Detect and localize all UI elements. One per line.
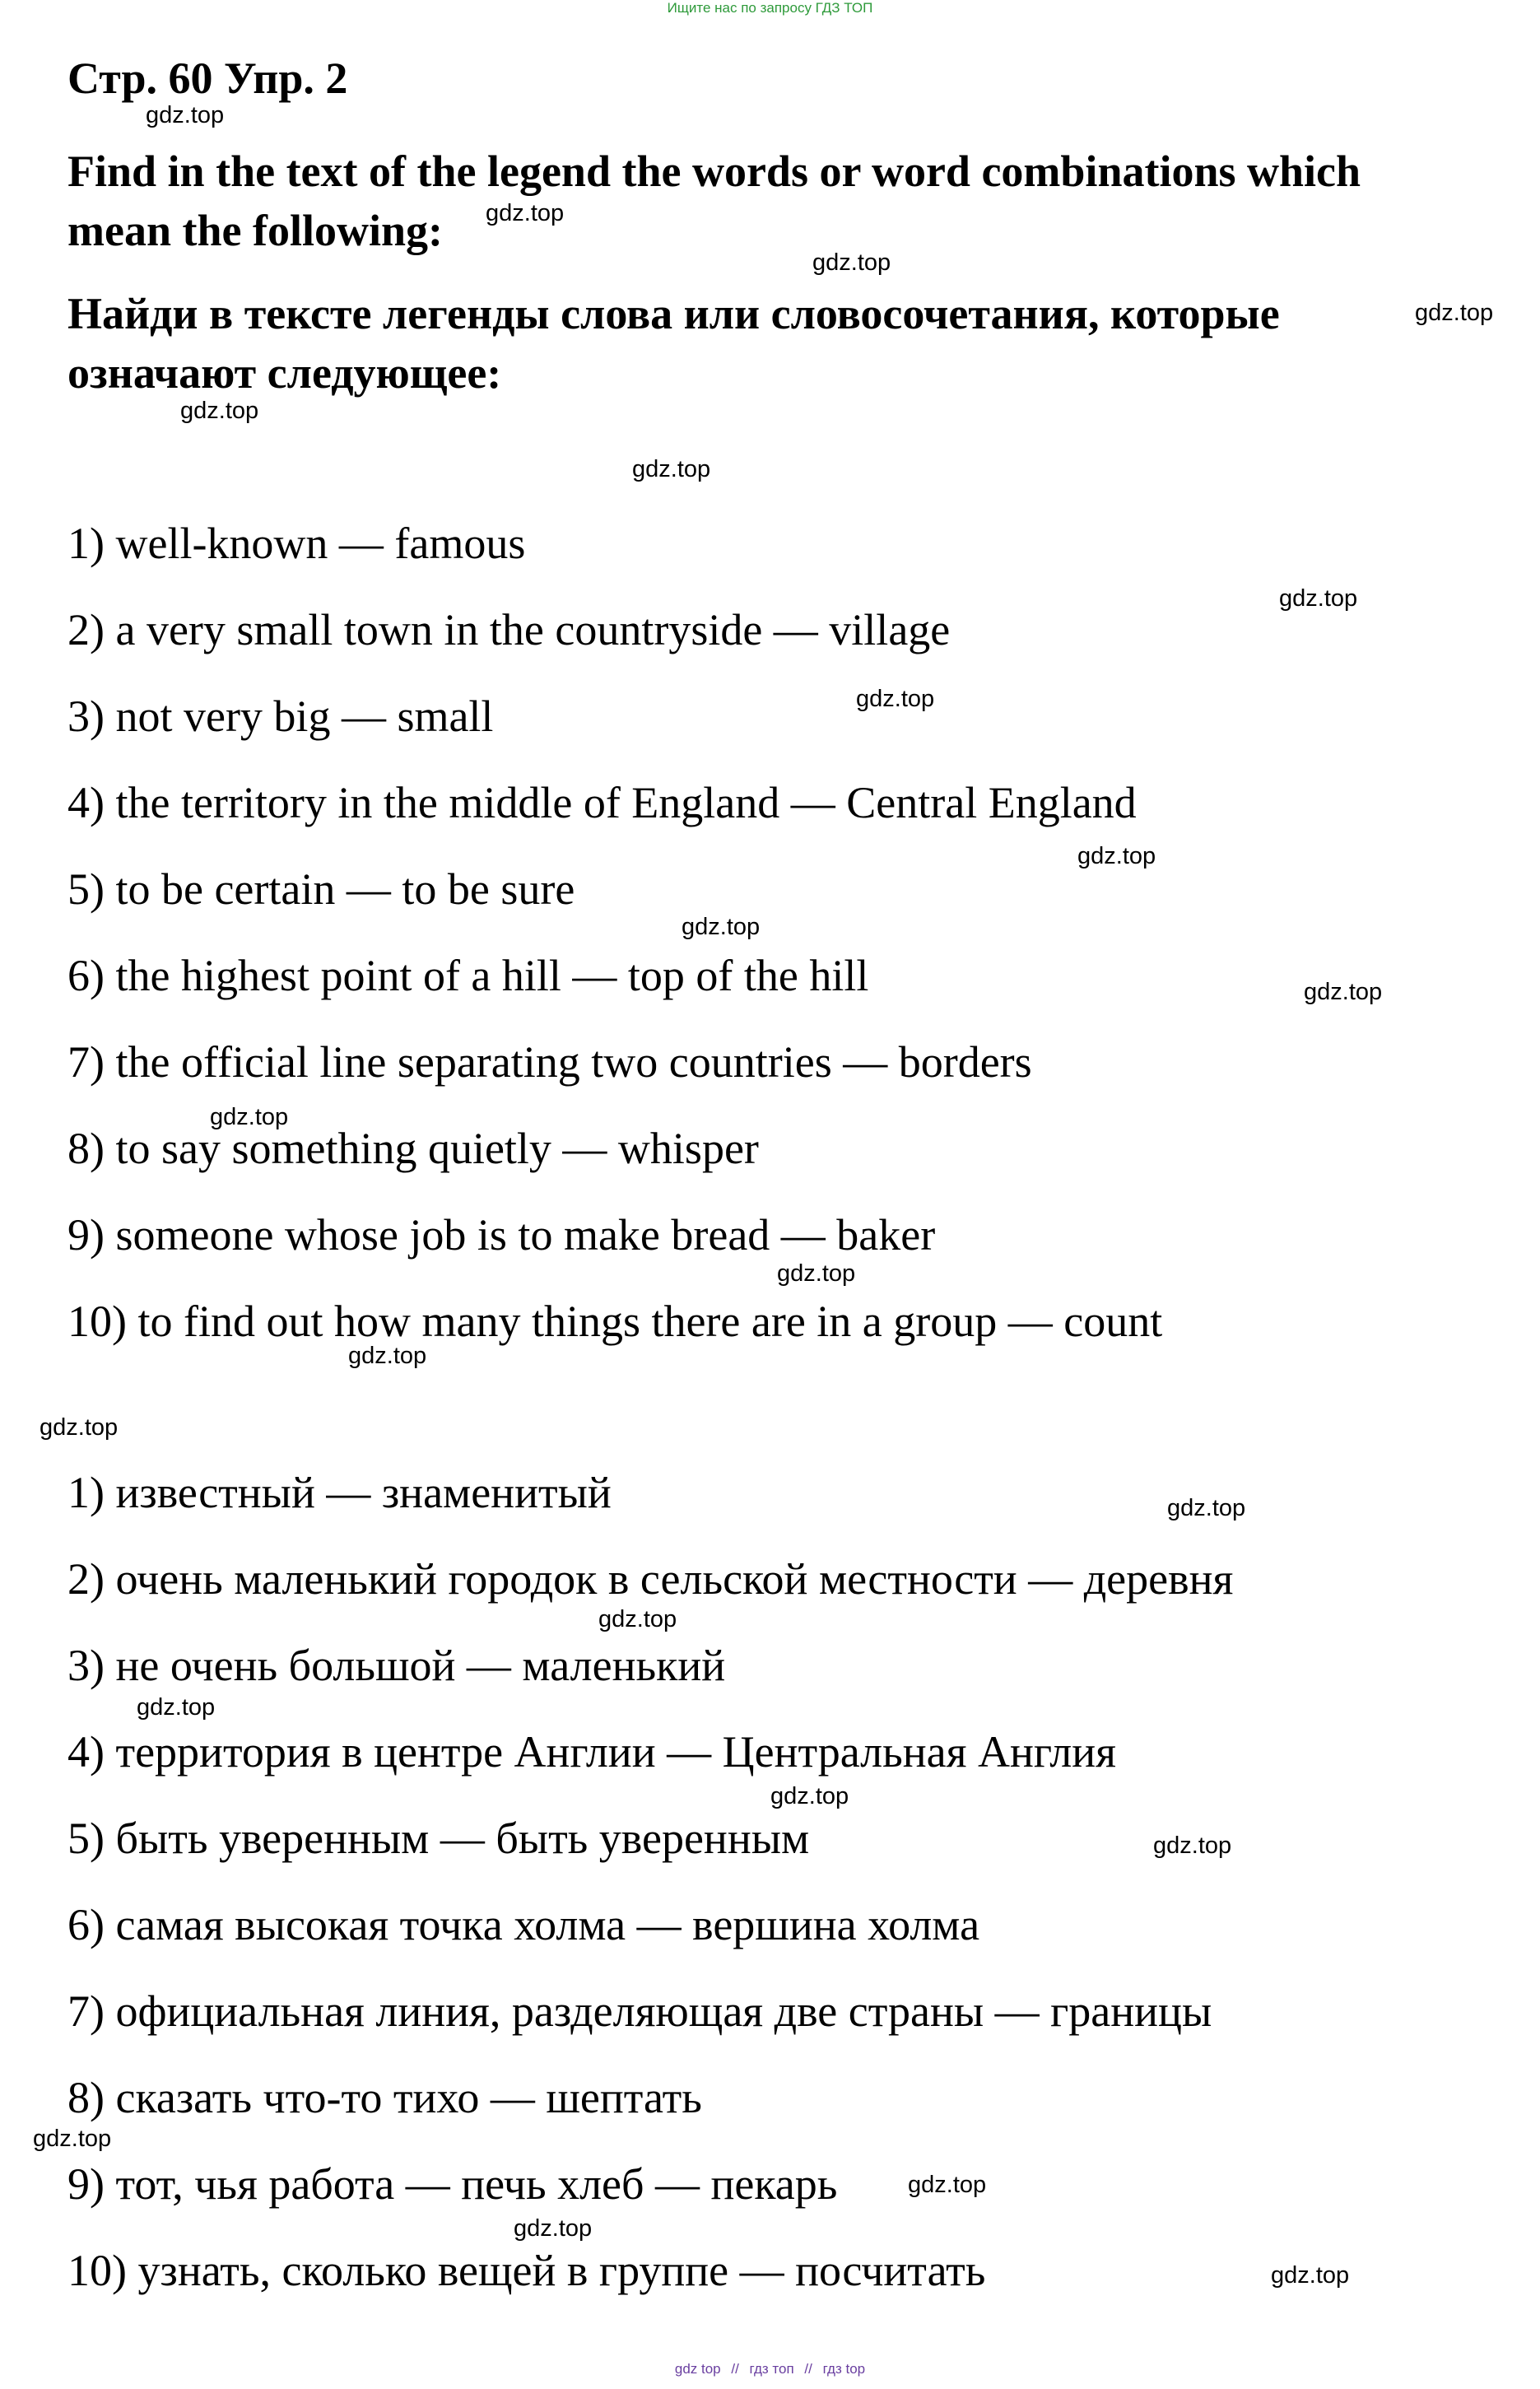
- answer-ru-7: 7) официальная линия, разделяющая две страны — границы: [67, 1986, 1212, 2036]
- footer-link[interactable]: гдз топ: [749, 2361, 794, 2377]
- watermark: gdz.top: [137, 1694, 216, 1721]
- watermark: gdz.top: [1153, 1832, 1232, 1859]
- watermark: gdz.top: [348, 1343, 427, 1369]
- footer-link[interactable]: гдз top: [822, 2361, 866, 2377]
- answer-en-3: 3) not very big — small: [67, 692, 494, 741]
- task-english: Find in the text of the legend the words or word combinations which mean the following:: [67, 147, 1361, 255]
- answer-ru-3: 3) не очень большой — маленький: [67, 1641, 726, 1690]
- watermark: gdz.top: [1271, 2262, 1350, 2289]
- answer-ru-6: 6) самая высокая точка холма — вершина холма: [67, 1900, 980, 1949]
- answer-en-9: 9) someone whose job is to make bread — baker: [67, 1210, 936, 1260]
- watermark: gdz.top: [682, 914, 761, 940]
- answer-en-6: 6) the highest point of a hill — top of the hill: [67, 951, 869, 1000]
- watermark: gdz.top: [598, 1606, 677, 1632]
- answer-en-2: 2) a very small town in the countryside — village: [67, 605, 951, 654]
- watermark: gdz.top: [770, 1783, 849, 1809]
- watermark: gdz.top: [812, 249, 891, 276]
- answer-en-7: 7) the official line separating two countries — borders: [67, 1037, 1032, 1087]
- answer-en-1: 1) well-known — famous: [67, 519, 526, 568]
- watermark: gdz.top: [210, 1104, 289, 1130]
- watermark: gdz.top: [908, 2172, 987, 2198]
- answer-ru-1: 1) известный — знаменитый: [67, 1468, 612, 1517]
- page-title: Стр. 60 Упр. 2: [67, 54, 348, 103]
- watermark: gdz.top: [1077, 843, 1156, 869]
- watermark: gdz.top: [486, 200, 565, 226]
- answer-ru-5: 5) быть уверенным — быть уверенным: [67, 1814, 810, 1863]
- answer-en-4: 4) the territory in the middle of England — Central England: [67, 778, 1137, 827]
- answer-ru-9: 9) тот, чья работа — печь хлеб — пекарь: [67, 2159, 838, 2209]
- footer-separator: //: [731, 2361, 739, 2377]
- watermark: gdz.top: [1279, 585, 1358, 612]
- watermark: gdz.top: [1304, 979, 1383, 1005]
- watermark: gdz.top: [856, 686, 935, 712]
- watermark: gdz.top: [40, 1414, 119, 1441]
- footer-separator: //: [804, 2361, 812, 2377]
- watermark: gdz.top: [514, 2215, 593, 2242]
- watermark: gdz.top: [146, 102, 225, 128]
- answer-en-10: 10) to find out how many things there are in a group — count: [67, 1297, 1163, 1346]
- watermark: gdz.top: [1415, 300, 1494, 326]
- answer-ru-2: 2) очень маленький городок в сельской местности — деревня: [67, 1554, 1234, 1604]
- answer-ru-8: 8) сказать что-то тихо — шептать: [67, 2073, 702, 2122]
- top-banner: Ищите нас по запросу ГДЗ ТОП: [667, 0, 873, 16]
- answer-en-8: 8) to say something quietly — whisper: [67, 1124, 759, 1173]
- watermark: gdz.top: [33, 2126, 112, 2152]
- watermark: gdz.top: [1167, 1495, 1246, 1521]
- task-russian: Найди в тексте легенды слова или словосочетания, которые означают следующее:: [67, 289, 1280, 398]
- answer-ru-4: 4) территория в центре Англии — Центральная Англия: [67, 1727, 1116, 1777]
- answer-ru-10: 10) узнать, сколько вещей в группе — посчитать: [67, 2246, 986, 2295]
- answer-en-5: 5) to be certain — to be sure: [67, 864, 575, 914]
- watermark: gdz.top: [632, 456, 711, 482]
- footer-link[interactable]: gdz top: [674, 2361, 721, 2377]
- watermark: gdz.top: [777, 1260, 856, 1287]
- footer: [0, 2361, 1540, 2377]
- watermark: gdz.top: [180, 398, 259, 424]
